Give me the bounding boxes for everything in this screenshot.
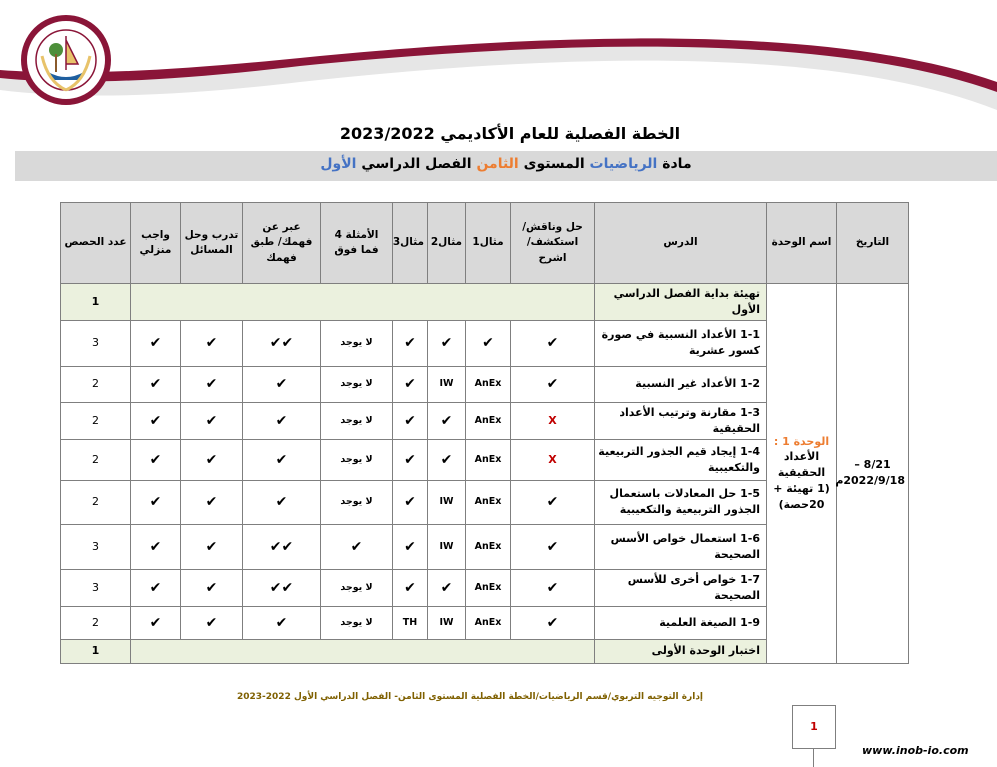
practice-cell: ✔	[181, 320, 243, 366]
example3-cell: ✔	[393, 320, 428, 366]
semester-plan-table	[60, 202, 909, 664]
discuss-cell: ✔	[511, 569, 595, 606]
col-example1: مثال1	[466, 203, 511, 284]
practice-cell: ✔	[181, 439, 243, 480]
express-cell: ✔	[243, 366, 321, 402]
discuss-cell: X	[511, 439, 595, 480]
lesson-cell: 1-5 حل المعادلات باستعمال الجذور التربيعية والتكعيبية	[595, 480, 767, 524]
col-discuss: حل وناقش/ استكشف/اشرح	[511, 203, 595, 284]
example3-cell: ✔	[393, 569, 428, 606]
example1-cell: AnEx	[466, 439, 511, 480]
example1-cell: AnEx	[466, 366, 511, 402]
unit-cell	[767, 284, 837, 664]
subject-name: الرياضيات	[589, 156, 658, 172]
col-examples4: الأمثلة 4 فما فوق	[321, 203, 393, 284]
example3-cell: TH	[393, 606, 428, 639]
express-cell: ✔✔	[243, 569, 321, 606]
homework-cell: ✔	[131, 320, 181, 366]
unit-title: الوحدة 1 :	[773, 434, 830, 448]
col-express: عبر عن فهمك/ طبق فهمك	[243, 203, 321, 284]
col-practice: تدرب وحل المسائل	[181, 203, 243, 284]
lesson-cell: 1-7 خواص أخرى للأسس الصحيحة	[595, 569, 767, 606]
subject-prefix: مادة	[662, 156, 692, 172]
example1-cell: AnEx	[466, 402, 511, 439]
example3-cell: ✔	[393, 366, 428, 402]
semester-name: الأول	[320, 156, 357, 172]
col-periods: عدد الحصص	[61, 203, 131, 284]
level-label: المستوى	[523, 156, 585, 172]
example3-cell: ✔	[393, 480, 428, 524]
lesson-cell: 1-9 الصيغة العلمية	[595, 606, 767, 639]
level-name: الثامن	[476, 156, 519, 172]
example2-cell: IW	[428, 366, 466, 402]
discuss-cell: ✔	[511, 320, 595, 366]
col-unit: اسم الوحدة	[767, 203, 837, 284]
website-link[interactable]: www.inob-io.com	[862, 744, 969, 757]
periods-cell: 3	[61, 524, 131, 569]
homework-cell: ✔	[131, 480, 181, 524]
discuss-cell: ✔	[511, 606, 595, 639]
example2-cell: ✔	[428, 320, 466, 366]
discuss-cell: X	[511, 402, 595, 439]
col-date: التاريخ	[837, 203, 909, 284]
periods-cell: 2	[61, 402, 131, 439]
header-band	[0, 0, 997, 120]
periods-cell: 3	[61, 320, 131, 366]
page-divider	[813, 748, 814, 767]
example2-cell: IW	[428, 480, 466, 524]
example2-cell: IW	[428, 606, 466, 639]
intro-lesson: تهيئة بداية الفصل الدراسي الأول	[595, 284, 767, 321]
unit-detail: (1 تهيئة + 20حصة)	[773, 482, 830, 512]
col-homework: واجب منزلي	[131, 203, 181, 284]
examples4-cell: لا يوجد	[321, 439, 393, 480]
examples4-cell: لا يوجد	[321, 606, 393, 639]
example1-cell: AnEx	[466, 480, 511, 524]
test-lesson: اختبار الوحدة الأولى	[595, 639, 767, 663]
date-cell: 8/21 – 2022/9/18م	[837, 284, 909, 664]
practice-cell: ✔	[181, 569, 243, 606]
homework-cell: ✔	[131, 366, 181, 402]
examples4-cell: لا يوجد	[321, 569, 393, 606]
test-span	[131, 639, 595, 663]
example3-cell: ✔	[393, 402, 428, 439]
header-row	[61, 203, 909, 284]
express-cell: ✔✔	[243, 524, 321, 569]
intro-span	[131, 284, 595, 321]
qatar-ministry-logo	[18, 10, 114, 106]
col-example3: مثال3	[393, 203, 428, 284]
examples4-cell: لا يوجد	[321, 402, 393, 439]
example1-cell: ✔	[466, 320, 511, 366]
subject-line	[15, 156, 997, 172]
periods-cell: 2	[61, 606, 131, 639]
examples4-cell: لا يوجد	[321, 320, 393, 366]
unit-name: الأعداد الحقيقية	[777, 450, 826, 480]
intro-row	[61, 284, 909, 321]
periods-cell: 2	[61, 480, 131, 524]
lesson-cell: 1-3 مقارنة وترتيب الأعداد الحقيقية	[595, 402, 767, 439]
express-cell: ✔✔	[243, 320, 321, 366]
examples4-cell: لا يوجد	[321, 366, 393, 402]
example1-cell: AnEx	[466, 606, 511, 639]
homework-cell: ✔	[131, 402, 181, 439]
lesson-cell: 1-4 إيجاد قيم الجذور التربيعية والتكعيبية	[595, 439, 767, 480]
lesson-cell: 1-1 الأعداد النسبية في صورة كسور عشرية	[595, 320, 767, 366]
semester-label: الفصل الدراسي	[361, 156, 472, 172]
periods-cell: 3	[61, 569, 131, 606]
examples4-cell: لا يوجد	[321, 480, 393, 524]
homework-cell: ✔	[131, 569, 181, 606]
col-example2: مثال2	[428, 203, 466, 284]
practice-cell: ✔	[181, 524, 243, 569]
discuss-cell: ✔	[511, 366, 595, 402]
examples4-cell: ✔	[321, 524, 393, 569]
example2-cell: ✔	[428, 402, 466, 439]
plan-title: الخطة الفصلية للعام الأكاديمي 2023/2022	[339, 124, 681, 143]
test-periods: 1	[61, 639, 131, 663]
practice-cell: ✔	[181, 366, 243, 402]
homework-cell: ✔	[131, 606, 181, 639]
express-cell: ✔	[243, 439, 321, 480]
homework-cell: ✔	[131, 524, 181, 569]
express-cell: ✔	[243, 480, 321, 524]
example3-cell: ✔	[393, 439, 428, 480]
practice-cell: ✔	[181, 402, 243, 439]
discuss-cell: ✔	[511, 480, 595, 524]
example2-cell: ✔	[428, 569, 466, 606]
page-number: 1	[792, 705, 836, 749]
lesson-cell: 1-2 الأعداد غير النسبية	[595, 366, 767, 402]
example1-cell: AnEx	[466, 569, 511, 606]
intro-periods: 1	[61, 284, 131, 321]
footer-text: إدارة التوجيه التربوي/قسم الرياضيات/الخطة الفصلية المستوى الثامن- الفصل الدراسي الأول 2022-2023	[236, 692, 704, 702]
homework-cell: ✔	[131, 439, 181, 480]
discuss-cell: ✔	[511, 524, 595, 569]
subject-bar	[15, 151, 997, 181]
col-lesson: الدرس	[595, 203, 767, 284]
express-cell: ✔	[243, 606, 321, 639]
practice-cell: ✔	[181, 480, 243, 524]
practice-cell: ✔	[181, 606, 243, 639]
example3-cell: ✔	[393, 524, 428, 569]
lesson-cell: 1-6 استعمال خواص الأسس الصحيحة	[595, 524, 767, 569]
example2-cell: IW	[428, 524, 466, 569]
example2-cell: ✔	[428, 439, 466, 480]
express-cell: ✔	[243, 402, 321, 439]
periods-cell: 2	[61, 439, 131, 480]
periods-cell: 2	[61, 366, 131, 402]
example1-cell: AnEx	[466, 524, 511, 569]
